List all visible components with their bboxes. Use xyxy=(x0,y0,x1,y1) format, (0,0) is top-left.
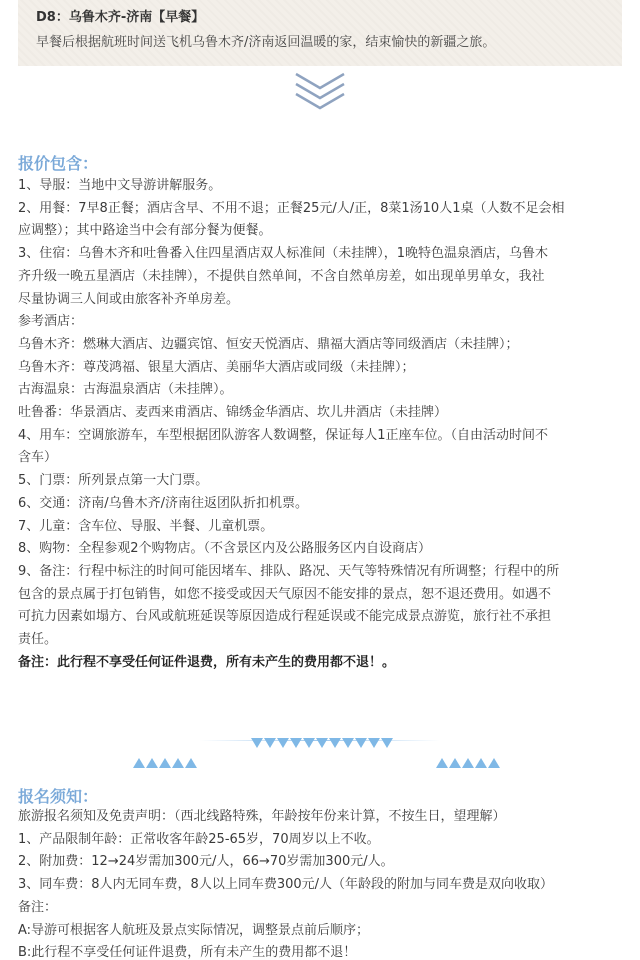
included-content xyxy=(18,175,622,674)
double-chevron-down-icon xyxy=(292,70,348,114)
notice-line: A:导游可根据客人航班及景点实际情况，调整景点前后顺序； xyxy=(18,922,370,938)
included-line: 4、用车：空调旅游车，车型根据团队游客人数调整，保证每人1正座车位。（自由活动时间不 xyxy=(18,427,549,443)
notice-content xyxy=(18,806,622,960)
included-line: 9、备注：行程中标注的时间可能因堵车、排队、路况、天气等特殊情况有所调整；行程中的所 xyxy=(18,563,560,579)
included-line: 7、儿童：含车位、导服、半餐、儿童机票。 xyxy=(18,518,274,534)
triangle-divider-icon xyxy=(251,738,393,748)
included-line: 1、导服：当地中文导游讲解服务。 xyxy=(18,178,222,193)
included-line: 5、门票：所列景点第一大门票。 xyxy=(18,473,209,489)
notice-line: 备注： xyxy=(18,899,58,915)
day-title: D8：乌鲁木齐-济南【早餐】 xyxy=(36,10,205,25)
notice-line: 旅游报名须知及免责声明：（西北线路特殊，年龄按年份来计算，不按生日，望理解） xyxy=(18,809,506,824)
included-line: 2、用餐：7早8正餐；酒店含早、不用不退；正餐25元/人/正，8菜1汤10人1桌（人数不足会相 xyxy=(18,200,565,216)
included-line: 应调整）；其中路途当中会有部分餐为便餐。 xyxy=(18,223,272,239)
included-line: 可抗力因素如塌方、台风或航班延误等原因造成行程延误或不能完成景点游览，旅行社不承担 xyxy=(18,609,552,625)
included-line: 乌鲁木齐：尊茂鸿福、银星大酒店、美丽华大酒店或同级（未挂牌）； xyxy=(18,359,415,375)
included-line: 齐升级一晚五星酒店（未挂牌），不提供自然单间，不含自然单房差，如出现单男单女，我社 xyxy=(18,268,545,284)
included-line: 包含的景点属于打包销售，如您不接受或因天气原因不能安排的景点，恕不退还费用。如遇不 xyxy=(18,586,552,602)
included-line: 8、购物：全程参观2个购物店。（不含景区内及公路服务区内自设商店） xyxy=(18,541,432,557)
included-line: 含车） xyxy=(18,450,58,466)
included-line: 尽量协调三人间或由旅客补齐单房差。 xyxy=(18,291,240,307)
included-line: 吐鲁番：华景酒店、麦西来甫酒店、锦绣金华酒店、坎儿井酒店（未挂牌） xyxy=(18,405,448,421)
notice-line: 2、附加费：12→24岁需加300元/人，66→70岁需加300元/人。 xyxy=(18,854,394,870)
triangle-divider-icon xyxy=(436,758,500,768)
included-line: 3、住宿：乌鲁木齐和吐鲁番入住四星酒店双人标准间（未挂牌），1晚特色温泉酒店，乌鲁木 xyxy=(18,246,549,262)
included-line: 参考酒店： xyxy=(18,314,84,330)
included-section-title: 报价包含： xyxy=(18,154,99,173)
notice-section-title: 报名须知： xyxy=(18,787,99,806)
included-line: 古海温泉：古海温泉酒店（未挂牌）。 xyxy=(18,382,233,398)
triangle-divider-icon xyxy=(133,758,197,768)
included-line: 责任。 xyxy=(18,632,58,648)
notice-line: 3、同车费：8人内无同车费，8人以上同车费300元/人（年龄段的附加与同车费是双向收取） xyxy=(18,877,554,893)
included-note: 备注：此行程不享受任何证件退费，所有未产生的费用都不退！。 xyxy=(18,654,396,670)
notice-line: 1、产品限制年龄：正常收客年龄25-65岁，70周岁以上不收。 xyxy=(18,831,380,847)
day-description: 早餐后根据航班时间送飞机乌鲁木齐/济南返回温暖的家，结束愉快的新疆之旅。 xyxy=(36,35,496,50)
included-line: 乌鲁木齐：燃琳大酒店、边疆宾馆、恒安天悦酒店、鼎福大酒店等同级酒店（未挂牌）； xyxy=(18,336,519,352)
included-line: 6、交通：济南/乌鲁木齐/济南往返团队折扣机票。 xyxy=(18,495,309,511)
notice-line: B:此行程不享受任何证件退费，所有未产生的费用都不退！ xyxy=(18,945,357,960)
day-card xyxy=(18,0,622,66)
